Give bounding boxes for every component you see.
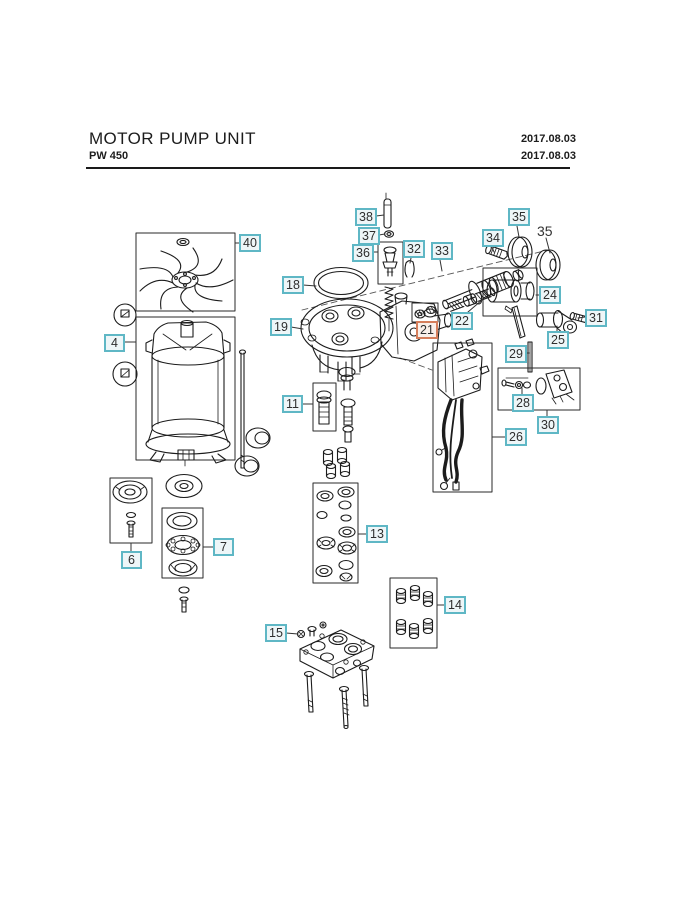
callout-33[interactable]: 33: [431, 242, 453, 260]
callout-36[interactable]: 36: [352, 244, 374, 262]
leader-lines: [125, 215, 585, 634]
model-number: PW 450: [89, 150, 129, 162]
callout-19[interactable]: 19: [270, 318, 292, 336]
callout-34[interactable]: 34: [482, 229, 504, 247]
callout-29[interactable]: 29: [505, 345, 527, 363]
callout-21-highlighted[interactable]: 21: [416, 321, 438, 339]
callout-11[interactable]: 11: [282, 395, 303, 413]
callout-37[interactable]: 37: [358, 227, 380, 245]
disc-drawings-35: [508, 237, 560, 280]
bearing-stack-7-drawing: [162, 475, 203, 613]
callout-35-text: 35: [537, 223, 553, 239]
callout-18[interactable]: 18: [282, 276, 304, 294]
fan-drawing: [136, 233, 235, 312]
callout-31[interactable]: 31: [585, 309, 607, 327]
motor-through-bolt-drawing: [240, 350, 246, 468]
pump-head-19-drawing: [301, 299, 393, 381]
bearing-kit-6-drawing: [110, 478, 152, 543]
page-title: MOTOR PUMP UNIT: [89, 129, 256, 148]
revision-date-1: 2017.08.03: [520, 133, 576, 145]
clip-32-drawing: [405, 261, 414, 277]
callout-25[interactable]: 25: [547, 331, 569, 349]
revision-date-2: 2017.08.03: [520, 150, 576, 162]
o-ring-18-drawing: [314, 268, 368, 299]
cup-washer-drawings: [235, 428, 270, 476]
callout-32[interactable]: 32: [403, 240, 425, 258]
callout-15[interactable]: 15: [265, 624, 287, 642]
callout-40[interactable]: 40: [239, 234, 261, 252]
callout-4[interactable]: 4: [104, 334, 125, 352]
valve-kit-14-drawing: [390, 578, 437, 648]
manifold-bolt-drawings: [305, 666, 369, 729]
callout-26[interactable]: 26: [505, 428, 527, 446]
callout-35-box[interactable]: 35: [508, 208, 530, 226]
callout-13[interactable]: 13: [366, 525, 388, 543]
callout-28[interactable]: 28: [512, 394, 534, 412]
wiring-harness-drawing: [433, 339, 492, 492]
seal-kit-13-drawing: [313, 483, 358, 583]
fitting-kit-21-drawing: [412, 303, 438, 322]
callout-30[interactable]: 30: [537, 416, 559, 434]
valve-group-11-drawing: [313, 368, 355, 479]
callout-24[interactable]: 24: [539, 286, 561, 304]
motor-drawing: [136, 317, 235, 466]
callout-38[interactable]: 38: [355, 208, 377, 226]
callout-14[interactable]: 14: [444, 596, 466, 614]
thermal-valve-drawing: [378, 193, 403, 331]
callout-7[interactable]: 7: [213, 538, 234, 556]
callout-6[interactable]: 6: [121, 551, 142, 569]
callout-22[interactable]: 22: [451, 312, 473, 330]
unloader-kit-drawing: [498, 368, 580, 410]
